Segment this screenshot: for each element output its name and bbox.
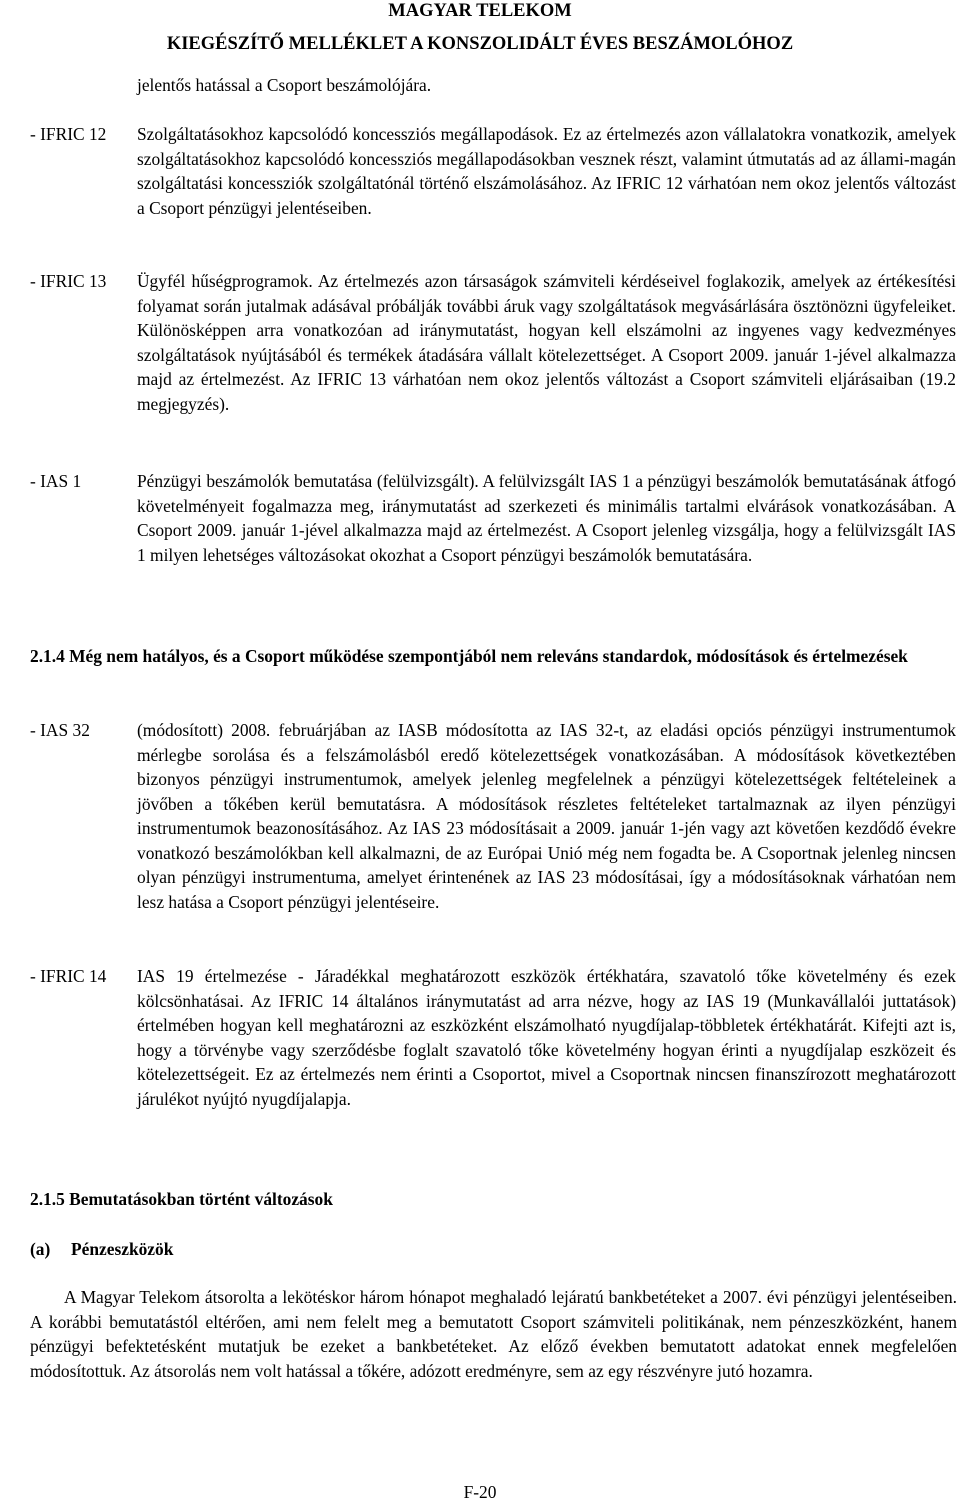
ifric12-text: Szolgáltatásokhoz kapcsolódó koncessziós megállapodások. Ez az értelmezés azon vállalatokra vonatkozik, amelyek szolgáltatásokhoz kapcsolódó koncessziós megállapodásokban vesznek részt, valamint útmutatás ad az állami-magán szolgáltatási koncessziók szolgáltatónál történő elszámolásához. Az IFRIC 12 várhatóan nem okoz jelentős változást a Csoport pénzügyi jelentéseiben.: [137, 124, 956, 218]
section-215-heading: 2.1.5 Bemutatásokban történt változások: [30, 1189, 333, 1209]
document-subtitle: KIEGÉSZÍTŐ MELLÉKLET A KONSZOLIDÁLT ÉVES BESZÁMOLÓHOZ: [166, 34, 794, 54]
ias1-text: Pénzügyi beszámolók bemutatása (felülvizsgált). A felülvizsgált IAS 1 a pénzügyi beszámolók bemutatásának átfogó követelményeit fogalmazza meg, iránymutatást ad szerkezeti és minimális tartalmi elvárások vonatkozásában. A Csoport 2009. január 1-jével alkalmazza majd az értelmezést. A Csoport jelenleg vizsgálja, hogy a felülvizsgált IAS 1 milyen lehetséges változásokat okozhat a Csoport pénzügyi beszámolók bemutatására.: [137, 471, 956, 565]
ias32-label: - IAS 32: [30, 720, 90, 740]
subsection-a-label: (a): [30, 1239, 51, 1259]
subsection-a-heading: Pénzeszközök: [71, 1239, 174, 1259]
ifric13-label: - IFRIC 13: [30, 271, 107, 291]
ifric14-label: - IFRIC 14: [30, 966, 107, 986]
ifric14-text: IAS 19 értelmezése - Járadékkal meghatározott eszközök értékhatára, szavatoló tőke követelmény és ezek kölcsönhatásai. Az IFRIC 14 általános iránymutatást ad arra nézve, hogy az IAS 19 (Munkavállalói juttatások) értelmében hogyan kell meghatározni az eszközként elszámolható nyugdíjalap-többletek értékhatárát. Kifejti azt is, hogy a törvénybe vagy szerződésbe foglalt szavatoló tőke követelmény hogyan érinti a nyugdíjalap eszközeit és kötelezettségeit. Ez az értelmezés nem érinti a Csoportot, mivel a Csoportnak nincsen finanszírozott meghatározott járulékot nyújtó nyugdíjalapja.: [137, 966, 956, 1109]
continuation-text: jelentős hatással a Csoport beszámolójára.: [137, 75, 432, 95]
ifric13-text: Ügyfél hűségprogramok. Az értelmezés azon társaságok számviteli kérdéseivel foglakozik, amelyek az értékesítési folyamat során jutalmak adásával próbálják további áruk vagy szolgáltatások megvásárlására ösztönözni ügyfeleiket. Különösképpen arra vonatkozóan ad iránymutatást, hogyan kell elszámolni az ingyenes vagy kedvezményes szolgáltatások nyújtásából és termékek átadására vállalt kötelezettséget. A Csoport 2009. január 1-jével alkalmazza majd az értelmezést. Az IFRIC 13 várhatóan nem okoz jelentős változást a Csoport számviteli eljárásaiban (19.2 megjegyzés).: [137, 271, 956, 414]
ias32-text: (módosított) 2008. februárjában az IASB módosította az IAS 32-t, az eladási opciós pénzügyi instrumentumok mérlegbe sorolása és a felszámolásból eredő kötelezettségek vonatkozásában. A módosítások következtében bizonyos pénzügyi instrumentumok, amelyek jelenleg megfelelnek a pénzügyi kötelezettségek feltételeinek a jövőben a tőkében kerül bemutatásra. A módosítások részletes feltételeket tartalmaznak az ilyen pénzügyi instrumentumok beazonosításához. Az IAS 23 módosításait a 2009. január 1-jén vagy azt követően kezdődő évekre vonatkozó beszámolókban kell alkalmazni, de az Európai Unió még nem fogadta be. A Csoportnak jelenleg nincsen olyan pénzügyi instrumentuma, amelyet érintenének az IAS 23 módosításai, így a módosításoknak várhatóan nem lesz hatása a Csoport pénzügyi jelentéseire.: [137, 720, 956, 912]
section-214-heading: 2.1.4 Még nem hatályos, és a Csoport működése szempontjából nem releváns standardok, módosítások és értelmezések: [30, 646, 908, 666]
page-number: F-20: [463, 1482, 497, 1502]
ifric12-label: - IFRIC 12: [30, 124, 107, 144]
company-name: MAGYAR TELEKOM: [388, 1, 572, 21]
cash-reclassification-paragraph: A Magyar Telekom átsorolta a lekötéskor három hónapot meghaladó lejáratú bankbetéteket a 2007. évi pénzügyi jelentéseiben. A korábbi bemutatástól eltérően, ami nem felelt meg a bemutatott Csoport számviteli politikának, nem pénzeszközként, hanem pénzügyi befektetésként mutatjuk be ezeket a bankbetéteket. Az előző években bemutatott adatokat ennek megfelelően módosítottuk. Az átsorolás nem volt hatással a tőkére, adózott eredményre, sem az egy részvényre jutó hozamra.: [30, 1287, 957, 1381]
ias1-label: - IAS 1: [30, 471, 82, 491]
